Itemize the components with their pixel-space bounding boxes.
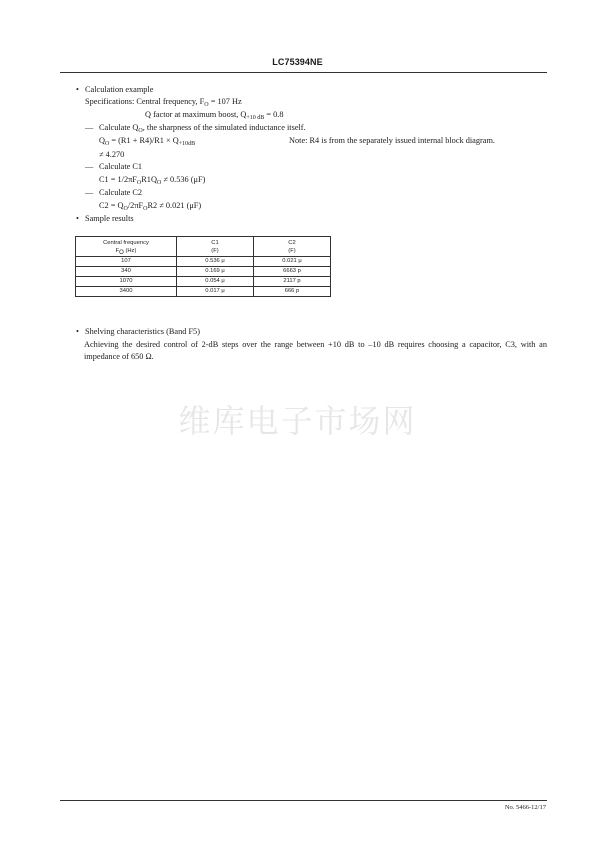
cell-c1: 0.536 μ [177, 257, 254, 267]
spec-sub: O [204, 102, 209, 108]
page-number: No. 5466-12/17 [504, 804, 546, 811]
step1-sub: O [138, 128, 143, 134]
spec-value: = 107 Hz [208, 97, 242, 106]
table-row [76, 277, 331, 287]
qfactor-line [145, 109, 283, 120]
step1-b: , the sharpness of the simulated inductance itself. [142, 123, 306, 132]
dash: — [85, 123, 94, 132]
eq1-line [99, 135, 195, 146]
col2-line2: (F) [211, 247, 219, 254]
eq1-note: Note: R4 is from the separately issued internal block diagram. [289, 136, 495, 145]
eq1-q: Q [99, 136, 105, 145]
qfactor-sub: +10 dB [246, 115, 265, 121]
col3-line2: (F) [288, 247, 296, 254]
table-row [76, 267, 331, 277]
cell-c2: 0.021 μ [254, 257, 331, 267]
spec-prefix: Specifications: Central frequency, F [85, 97, 205, 106]
eq2-c: ≠ 0.536 (μF) [161, 175, 206, 184]
step2-line [85, 161, 142, 172]
eq2-sub2: O [156, 180, 162, 186]
step2-text: Calculate C1 [99, 162, 143, 171]
column-header-c1 [177, 237, 254, 257]
cell-c1: 0.054 μ [177, 277, 254, 287]
qfactor-prefix: Q factor at maximum boost, Q [145, 110, 247, 119]
cell-c2: 6663 p [254, 267, 331, 277]
sample-title-line [76, 213, 134, 224]
watermark-text: 维库电子市场网 [178, 402, 417, 440]
eq1-sub: +10dB [178, 141, 196, 147]
cell-frequency: 107 [76, 257, 177, 267]
cell-frequency: 340 [76, 267, 177, 277]
table-row [76, 257, 331, 267]
eq2-sub1: O [136, 180, 142, 186]
eq3-c: R2 ≠ 0.021 (μF) [147, 201, 202, 210]
eq3-b: /2πF [127, 201, 144, 210]
table-row [76, 287, 331, 297]
sample-results-table [75, 236, 331, 297]
cell-c1: 0.169 μ [177, 267, 254, 277]
step3-text: Calculate C2 [99, 188, 143, 197]
qfactor-value: = 0.8 [264, 110, 284, 119]
col3-line1: C2 [288, 239, 296, 246]
cell-frequency: 3400 [76, 287, 177, 297]
eq3-a: C2 = Q [99, 201, 124, 210]
eq3-line [99, 200, 201, 211]
cell-c1: 0.017 μ [177, 287, 254, 297]
col1-f: F [115, 247, 120, 254]
eq2-line [99, 174, 205, 185]
shelving-paragraph: Achieving the desired control of 2-dB steps over the range between +10 dB to –10 dB requires choosing a capacitor, C3, with an impedance of 650 Ω. [84, 340, 547, 361]
cell-c2: 2117 p [254, 277, 331, 287]
shelving-title-line [76, 326, 200, 337]
eq1-qsub: O [105, 141, 110, 147]
cell-frequency: 1070 [76, 277, 177, 287]
dash: — [85, 188, 94, 197]
cell-c2: 666 p [254, 287, 331, 297]
document-header-title: LC75394NE [272, 57, 323, 67]
dash: — [85, 162, 94, 171]
step1-line [85, 122, 306, 133]
footer-rule [60, 800, 547, 801]
eq3-sub2: O [143, 206, 148, 212]
column-header-frequency [76, 237, 177, 257]
header-rule [60, 72, 547, 73]
eq2-b: R1Q [141, 175, 157, 184]
col1-unit: (Hz) [123, 247, 137, 254]
col2-line1: C1 [211, 239, 219, 246]
calc-title: Calculation example [85, 85, 154, 94]
column-header-c2 [254, 237, 331, 257]
eq2-a: C1 = 1/2πF [99, 175, 137, 184]
bullet: • [76, 214, 79, 223]
bullet: • [76, 327, 79, 336]
spec-line [85, 96, 242, 107]
step1-a: Calculate Q [99, 123, 139, 132]
calc-title-line [76, 84, 153, 95]
col1-line1: Central frequency [103, 239, 149, 246]
eq3-sub1: O [123, 206, 128, 212]
eq1-mid: = (R1 + R4)/R1 × Q [109, 136, 179, 145]
eq1-result: ≠ 4.270 [99, 150, 125, 159]
step3-line [85, 187, 142, 198]
col1-sub: O [119, 249, 124, 256]
bullet: • [76, 85, 79, 94]
shelving-title: Shelving characteristics (Band F5) [85, 327, 200, 336]
table-header-row [76, 237, 331, 257]
sample-title: Sample results [85, 214, 134, 223]
